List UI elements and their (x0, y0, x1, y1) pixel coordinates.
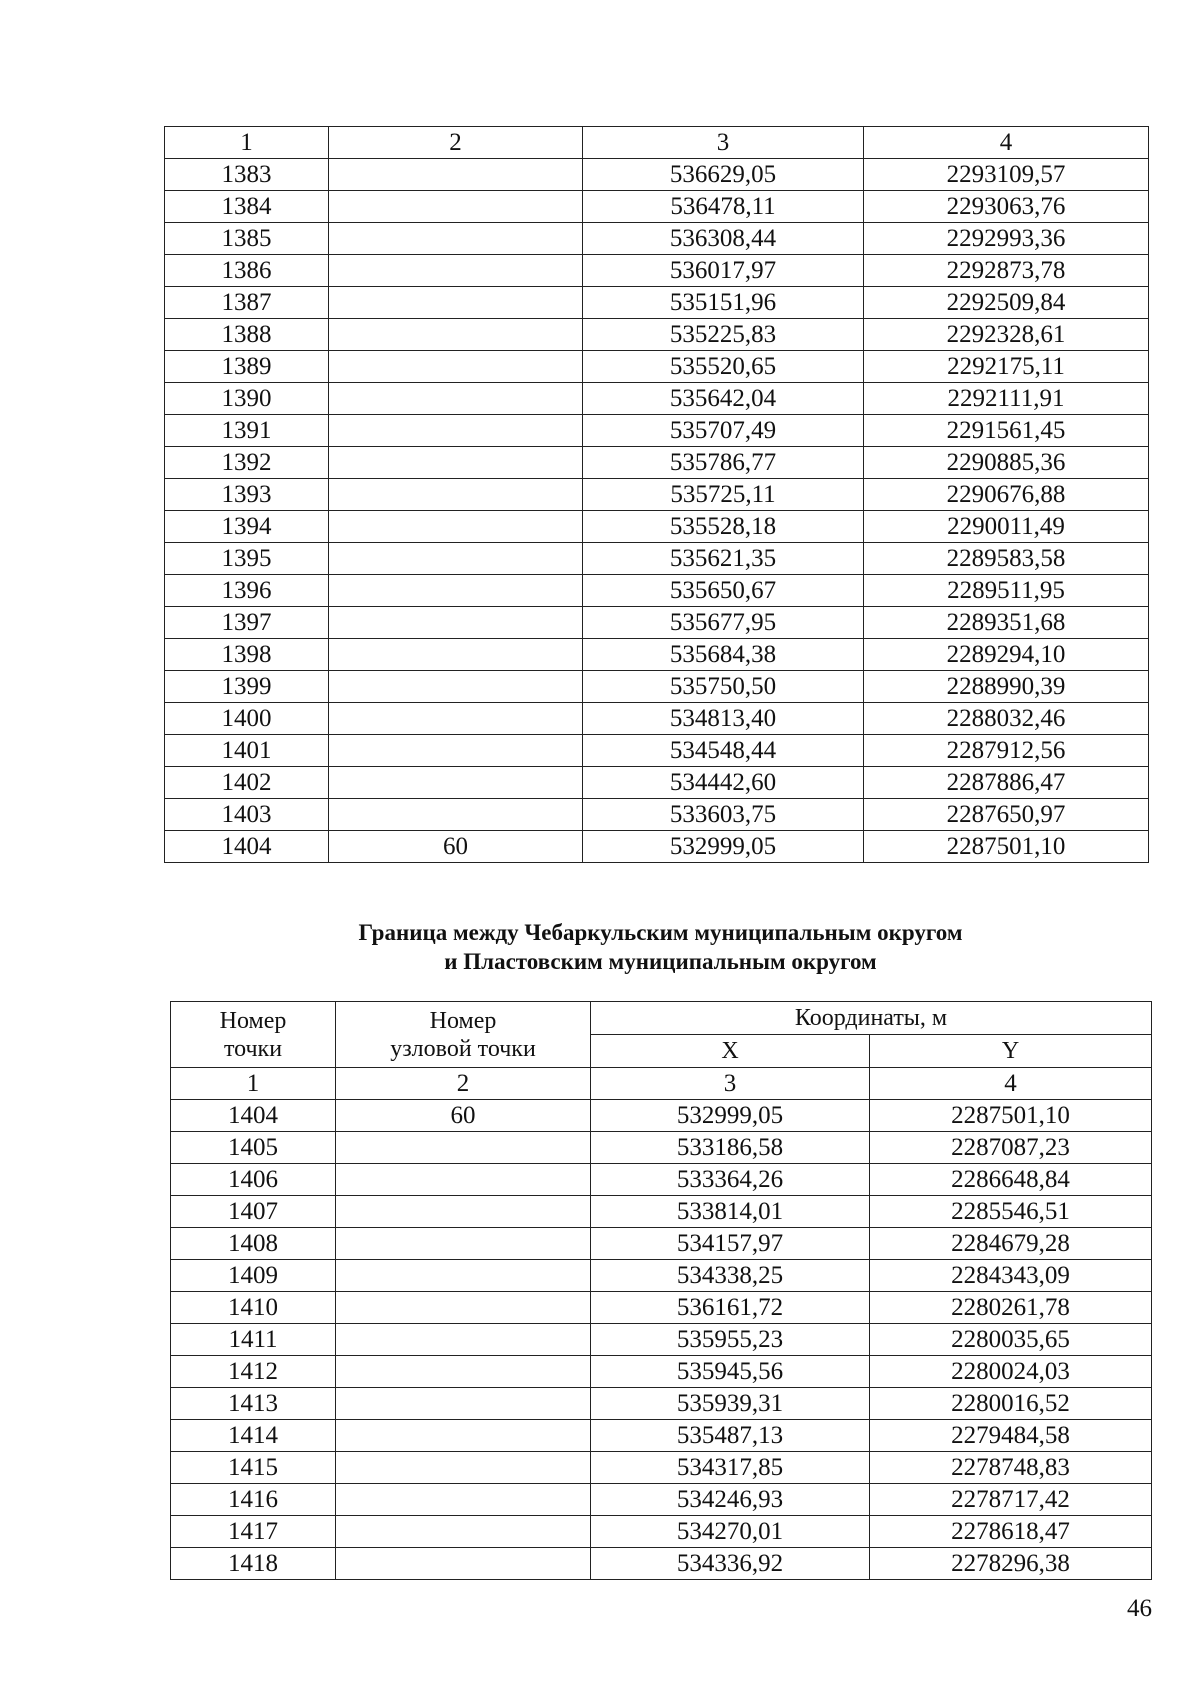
node-number-cell (336, 1228, 591, 1260)
header-y: Y (870, 1035, 1152, 1068)
x-coordinate-cell: 533186,58 (591, 1132, 870, 1164)
table-row (171, 1324, 1152, 1356)
x-coordinate-cell: 536017,97 (583, 255, 864, 287)
x-coordinate-cell: 535621,35 (583, 543, 864, 575)
y-coordinate-cell: 2293109,57 (864, 159, 1149, 191)
column-number-cell: 1 (171, 1068, 336, 1100)
header-point-number-line-1: Номер (219, 1007, 287, 1034)
header-coordinates: Координаты, м (591, 1002, 1152, 1035)
page-number: 46 (1127, 1595, 1152, 1622)
table-row (165, 415, 1149, 447)
point-number-cell: 1390 (165, 383, 329, 415)
y-coordinate-cell: 2292993,36 (864, 223, 1149, 255)
y-coordinate-cell: 2289583,58 (864, 543, 1149, 575)
y-coordinate-cell: 2280016,52 (870, 1388, 1152, 1420)
table-row (165, 191, 1149, 223)
y-coordinate-cell: 2280035,65 (870, 1324, 1152, 1356)
table-row (165, 671, 1149, 703)
column-number-cell: 4 (864, 127, 1149, 159)
point-number-cell: 1414 (171, 1420, 336, 1452)
table-row (165, 479, 1149, 511)
table-row (171, 1484, 1152, 1516)
header-node-number-line-1: Номер (429, 1007, 497, 1034)
table-row (165, 767, 1149, 799)
point-number-cell: 1397 (165, 607, 329, 639)
table-row (165, 703, 1149, 735)
point-number-cell: 1396 (165, 575, 329, 607)
node-number-cell (329, 511, 583, 543)
x-coordinate-cell: 535955,23 (591, 1324, 870, 1356)
table-row (165, 543, 1149, 575)
y-coordinate-cell: 2288990,39 (864, 671, 1149, 703)
point-number-cell: 1401 (165, 735, 329, 767)
y-coordinate-cell: 2293063,76 (864, 191, 1149, 223)
node-number-cell (336, 1484, 591, 1516)
x-coordinate-cell: 534813,40 (583, 703, 864, 735)
node-number-cell (336, 1132, 591, 1164)
x-coordinate-cell: 535945,56 (591, 1356, 870, 1388)
y-coordinate-cell: 2289294,10 (864, 639, 1149, 671)
x-coordinate-cell: 534246,93 (591, 1484, 870, 1516)
node-number-cell (329, 159, 583, 191)
table-row (171, 1388, 1152, 1420)
x-coordinate-cell: 535725,11 (583, 479, 864, 511)
table-row (165, 255, 1149, 287)
point-number-cell: 1400 (165, 703, 329, 735)
point-number-cell: 1384 (165, 191, 329, 223)
node-number-cell: 60 (336, 1100, 591, 1132)
point-number-cell: 1406 (171, 1164, 336, 1196)
section-title-line-1: Граница между Чебаркульским муниципальным округом (358, 920, 963, 945)
x-coordinate-cell: 533814,01 (591, 1196, 870, 1228)
column-number-cell: 4 (870, 1068, 1152, 1100)
table-row (171, 1452, 1152, 1484)
x-coordinate-cell: 534338,25 (591, 1260, 870, 1292)
x-coordinate-cell: 534270,01 (591, 1516, 870, 1548)
y-coordinate-cell: 2292509,84 (864, 287, 1149, 319)
x-coordinate-cell: 535750,50 (583, 671, 864, 703)
point-number-cell: 1399 (165, 671, 329, 703)
node-number-cell (336, 1452, 591, 1484)
section-title-line-2: и Пластовским муниципальным округом (444, 949, 877, 974)
point-number-cell: 1412 (171, 1356, 336, 1388)
point-number-cell: 1394 (165, 511, 329, 543)
point-number-cell: 1404 (165, 831, 329, 863)
point-number-cell: 1415 (171, 1452, 336, 1484)
point-number-cell: 1408 (171, 1228, 336, 1260)
table-row (165, 639, 1149, 671)
node-number-cell (336, 1516, 591, 1548)
y-coordinate-cell: 2278296,38 (870, 1548, 1152, 1580)
column-number-cell: 2 (329, 127, 583, 159)
node-number-cell (329, 767, 583, 799)
point-number-cell: 1411 (171, 1324, 336, 1356)
node-number-cell (336, 1260, 591, 1292)
x-coordinate-cell: 536161,72 (591, 1292, 870, 1324)
x-coordinate-cell: 535939,31 (591, 1388, 870, 1420)
y-coordinate-cell: 2284343,09 (870, 1260, 1152, 1292)
y-coordinate-cell: 2284679,28 (870, 1228, 1152, 1260)
y-coordinate-cell: 2291561,45 (864, 415, 1149, 447)
table-row (165, 159, 1149, 191)
node-number-cell (329, 479, 583, 511)
table-row (165, 319, 1149, 351)
x-coordinate-cell: 533364,26 (591, 1164, 870, 1196)
table-row (171, 1164, 1152, 1196)
x-coordinate-cell: 534442,60 (583, 767, 864, 799)
node-number-cell (329, 383, 583, 415)
table-row (171, 1100, 1152, 1132)
y-coordinate-cell: 2289511,95 (864, 575, 1149, 607)
node-number-cell (329, 351, 583, 383)
x-coordinate-cell: 536629,05 (583, 159, 864, 191)
node-number-cell (336, 1420, 591, 1452)
x-coordinate-cell: 535642,04 (583, 383, 864, 415)
node-number-cell (336, 1548, 591, 1580)
table-row (171, 1356, 1152, 1388)
point-number-cell: 1404 (171, 1100, 336, 1132)
point-number-cell: 1393 (165, 479, 329, 511)
point-number-cell: 1409 (171, 1260, 336, 1292)
y-coordinate-cell: 2287886,47 (864, 767, 1149, 799)
node-number-cell: 60 (329, 831, 583, 863)
node-number-cell (329, 287, 583, 319)
x-coordinate-cell: 535520,65 (583, 351, 864, 383)
point-number-cell: 1395 (165, 543, 329, 575)
y-coordinate-cell: 2290885,36 (864, 447, 1149, 479)
point-number-cell: 1386 (165, 255, 329, 287)
table1-body (165, 127, 1149, 863)
table2-body (171, 1002, 1152, 1580)
x-coordinate-cell: 534317,85 (591, 1452, 870, 1484)
node-number-cell (329, 223, 583, 255)
x-coordinate-cell: 535677,95 (583, 607, 864, 639)
point-number-cell: 1405 (171, 1132, 336, 1164)
y-coordinate-cell: 2292175,11 (864, 351, 1149, 383)
y-coordinate-cell: 2287650,97 (864, 799, 1149, 831)
point-number-cell: 1383 (165, 159, 329, 191)
y-coordinate-cell: 2278748,83 (870, 1452, 1152, 1484)
point-number-cell: 1385 (165, 223, 329, 255)
node-number-cell (336, 1324, 591, 1356)
x-coordinate-cell: 535151,96 (583, 287, 864, 319)
y-coordinate-cell: 2288032,46 (864, 703, 1149, 735)
point-number-cell: 1398 (165, 639, 329, 671)
node-number-cell (329, 671, 583, 703)
table-row (165, 831, 1149, 863)
x-coordinate-cell: 535650,67 (583, 575, 864, 607)
point-number-cell: 1389 (165, 351, 329, 383)
header-node-number (336, 1002, 591, 1068)
node-number-cell (329, 799, 583, 831)
table-row (165, 223, 1149, 255)
y-coordinate-cell: 2279484,58 (870, 1420, 1152, 1452)
x-coordinate-cell: 536308,44 (583, 223, 864, 255)
y-coordinate-cell: 2292111,91 (864, 383, 1149, 415)
section-title (170, 918, 1151, 976)
y-coordinate-cell: 2287501,10 (864, 831, 1149, 863)
node-number-cell (336, 1196, 591, 1228)
header-x: X (591, 1035, 870, 1068)
point-number-cell: 1402 (165, 767, 329, 799)
x-coordinate-cell: 536478,11 (583, 191, 864, 223)
x-coordinate-cell: 535487,13 (591, 1420, 870, 1452)
y-coordinate-cell: 2287087,23 (870, 1132, 1152, 1164)
y-coordinate-cell: 2292328,61 (864, 319, 1149, 351)
point-number-cell: 1392 (165, 447, 329, 479)
table-row (171, 1228, 1152, 1260)
table-row (171, 1196, 1152, 1228)
node-number-cell (336, 1292, 591, 1324)
x-coordinate-cell: 535528,18 (583, 511, 864, 543)
node-number-cell (329, 639, 583, 671)
header-point-number (171, 1002, 336, 1068)
node-number-cell (329, 191, 583, 223)
node-number-cell (329, 543, 583, 575)
x-coordinate-cell: 533603,75 (583, 799, 864, 831)
x-coordinate-cell: 535707,49 (583, 415, 864, 447)
coordinates-table-continued (164, 126, 1149, 863)
point-number-cell: 1413 (171, 1388, 336, 1420)
table-row (171, 1516, 1152, 1548)
column-number-cell: 3 (583, 127, 864, 159)
node-number-cell (336, 1356, 591, 1388)
boundary-coordinates-table (170, 1001, 1152, 1580)
node-number-cell (329, 735, 583, 767)
table-row (165, 799, 1149, 831)
y-coordinate-cell: 2285546,51 (870, 1196, 1152, 1228)
y-coordinate-cell: 2287912,56 (864, 735, 1149, 767)
table-row (171, 1420, 1152, 1452)
table-row (171, 1260, 1152, 1292)
x-coordinate-cell: 535684,38 (583, 639, 864, 671)
node-number-cell (329, 255, 583, 287)
x-coordinate-cell: 534548,44 (583, 735, 864, 767)
header-point-number-line-2: точки (223, 1035, 283, 1062)
table-row (171, 1132, 1152, 1164)
x-coordinate-cell: 535225,83 (583, 319, 864, 351)
point-number-cell: 1407 (171, 1196, 336, 1228)
table-row (165, 607, 1149, 639)
y-coordinate-cell: 2292873,78 (864, 255, 1149, 287)
y-coordinate-cell: 2286648,84 (870, 1164, 1152, 1196)
table-row (165, 575, 1149, 607)
column-number-cell: 2 (336, 1068, 591, 1100)
node-number-cell (336, 1164, 591, 1196)
node-number-cell (329, 575, 583, 607)
y-coordinate-cell: 2280261,78 (870, 1292, 1152, 1324)
point-number-cell: 1391 (165, 415, 329, 447)
point-number-cell: 1403 (165, 799, 329, 831)
y-coordinate-cell: 2290676,88 (864, 479, 1149, 511)
point-number-cell: 1418 (171, 1548, 336, 1580)
point-number-cell: 1417 (171, 1516, 336, 1548)
table-row (165, 383, 1149, 415)
point-number-cell: 1388 (165, 319, 329, 351)
column-number-cell: 1 (165, 127, 329, 159)
header-node-number-line-2: узловой точки (390, 1035, 536, 1062)
table-row (165, 287, 1149, 319)
table-row (165, 447, 1149, 479)
y-coordinate-cell: 2289351,68 (864, 607, 1149, 639)
x-coordinate-cell: 534157,97 (591, 1228, 870, 1260)
table-row (165, 351, 1149, 383)
x-coordinate-cell: 532999,05 (591, 1100, 870, 1132)
node-number-cell (329, 447, 583, 479)
node-number-cell (329, 607, 583, 639)
x-coordinate-cell: 532999,05 (583, 831, 864, 863)
node-number-cell (336, 1388, 591, 1420)
y-coordinate-cell: 2278618,47 (870, 1516, 1152, 1548)
table-row (171, 1292, 1152, 1324)
point-number-cell: 1410 (171, 1292, 336, 1324)
node-number-cell (329, 415, 583, 447)
x-coordinate-cell: 534336,92 (591, 1548, 870, 1580)
y-coordinate-cell: 2287501,10 (870, 1100, 1152, 1132)
x-coordinate-cell: 535786,77 (583, 447, 864, 479)
column-number-cell: 3 (591, 1068, 870, 1100)
y-coordinate-cell: 2280024,03 (870, 1356, 1152, 1388)
table-row (165, 735, 1149, 767)
column-number-row (171, 1068, 1152, 1100)
y-coordinate-cell: 2278717,42 (870, 1484, 1152, 1516)
column-number-row (165, 127, 1149, 159)
y-coordinate-cell: 2290011,49 (864, 511, 1149, 543)
point-number-cell: 1416 (171, 1484, 336, 1516)
table-row (171, 1548, 1152, 1580)
node-number-cell (329, 703, 583, 735)
table-row (165, 511, 1149, 543)
point-number-cell: 1387 (165, 287, 329, 319)
header-row-1 (171, 1002, 1152, 1035)
node-number-cell (329, 319, 583, 351)
